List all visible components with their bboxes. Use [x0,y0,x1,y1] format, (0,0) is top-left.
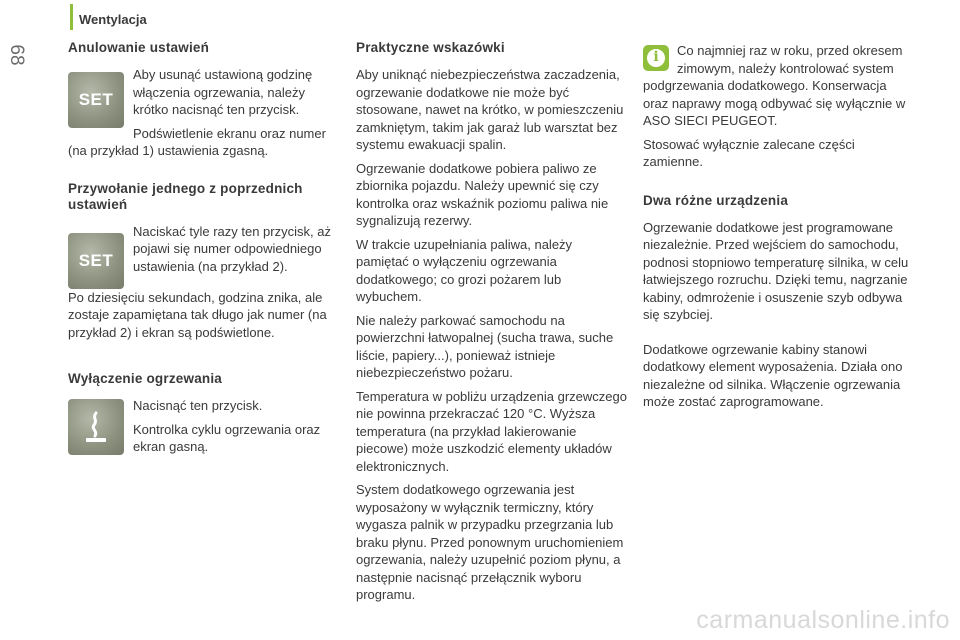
cancel-settings-heading: Anulowanie ustawień [68,40,210,55]
tips-paragraph: Nie należy parkować samochodu na powierzchni łatwopalnej (sucha trawa, suche liście, papiery...), ponieważ istnieje niebezpieczeństwo pożaru. [356,312,614,380]
info-p1: Co najmniej raz w roku, przed okresem zimowym, należy kontrolować system podgrzewania dodatkowego. Konserwacja oraz naprawy mogą odbywać się wyłącznie w ASO SIECI PEUGEOT. [643,43,906,128]
cancel-settings-text [133,66,340,142]
practical-tips-heading: Praktyczne wskazówki [356,40,505,55]
watermark: carmanualsonline.info [696,606,950,634]
recall-settings-text [133,223,340,289]
section-title: Wentylacja [79,12,147,27]
cancel-settings-section [68,40,340,160]
two-devices-p1: Ogrzewanie dodatkowe jest programowane niezależnie. Przed wejściem do samochodu, podnosi stopniowo temperaturę silnika, w celu łatwiejszego rozruchu. Dzięki temu, nagrzanie kabiny, odmrożenie i osuszenie szyb odbywa się szybciej. [643,219,909,322]
heating-off-row [68,397,340,462]
heating-off-text [133,397,340,462]
column-middle [356,40,628,610]
page-number: 68 [6,44,27,66]
two-devices-heading: Dwa różne urządzenia [643,192,789,208]
section-accent-bar [70,4,73,30]
cancel-settings-p2b: (na przykład 1) ustawienia zgasną. [68,143,269,158]
heater-icon [68,399,124,455]
set-button-icon: SET [68,233,124,289]
cancel-settings-row [68,66,340,142]
tips-paragraph: Aby uniknąć niebezpieczeństwa zaczadzenia, ogrzewanie dodatkowe nie może być stosowane, nawet na krótko, w pomieszczeniu zamkniętym, takim jak garaż lub warsztat bez systemu ewakuacji spalin. [356,67,624,152]
recall-settings-p2: Po dziesięciu sekundach, godzina znika, ale zostaje zapamiętana tak długo jak numer (na przykład 2) i ekran są podświetlone. [68,289,327,340]
two-devices-section [643,193,913,411]
heating-off-p1: Nacisnąć ten przycisk. [133,398,263,413]
heating-off-section [68,371,340,462]
info-box [643,42,913,171]
recall-settings-section [68,181,340,342]
heating-off-heading: Wyłączenie ogrzewania [68,371,223,386]
info-p2: Stosować wyłącznie zalecane części zamienne. [643,136,855,169]
set-button-icon: SET [68,72,124,128]
cancel-settings-p1: Aby usunąć ustawioną godzinę włączenia ogrzewania, należy krótko nacisnąć ten przycisk. [133,67,313,117]
recall-settings-row [68,223,340,289]
tips-paragraph: Temperatura w pobliżu urządzenia grzewczego nie powinna przekraczać 120 °C. Wyższa temperatura (na przykład lakierowanie piecowe) może uszkodzić elementy układów elektronicznych. [356,388,627,474]
tips-paragraph: Ogrzewanie dodatkowe pobiera paliwo ze zbiornika pojazdu. Należy upewnić się czy kontrolka oraz wskaźnik poziomu paliwa nie sygnalizują rezerwy. [356,160,609,228]
cancel-settings-p2a: Podświetlenie ekranu oraz numer [133,125,326,141]
tips-paragraph: W trakcie uzupełniania paliwa, należy pamiętać o wyłączeniu ogrzewania dodatkowego; co grozi pożarem lub wybuchem. [356,236,573,304]
two-devices-p2: Dodatkowe ogrzewanie kabiny stanowi dodatkowy element wyposażenia. Działa ono niezależne od silnika. Włączenie ogrzewania może zostać zaprogramowane. [643,341,903,409]
column-left [68,40,340,462]
recall-settings-heading: Przywołanie jednego z poprzednich ustawień [68,180,303,212]
column-right [643,42,913,417]
tips-paragraph: System dodatkowego ogrzewania jest wyposażony w wyłącznik termiczny, który wygasza palnik w przypadku przegrzania lub braku płynu. Przed ponownym uruchomieniem ogrzewania, należy uzupełnić poziom płynu, a następnie nacisnąć przełącznik wyboru programu. [356,482,624,602]
info-icon: i [643,45,669,71]
recall-settings-p1: Naciskać tyle razy ten przycisk, aż pojawi się numer odpowiedniego ustawienia (na przykład 2). [133,223,331,274]
heating-off-p2: Kontrolka cyklu ogrzewania oraz ekran gasną. [133,421,321,454]
